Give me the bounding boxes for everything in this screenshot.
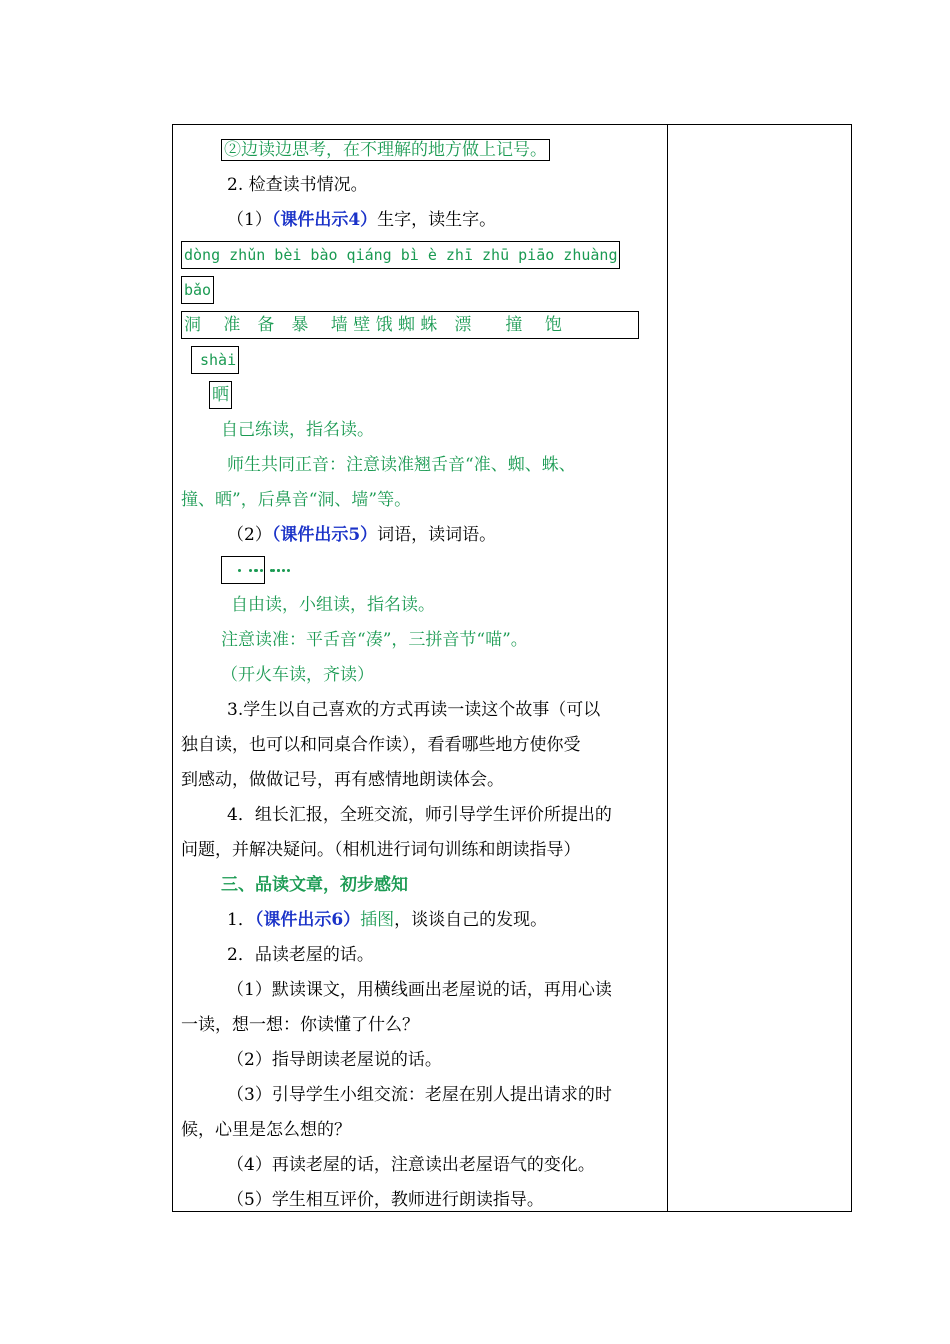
item-text: 生字，读生字。 — [377, 210, 497, 230]
characters-box: 晒 — [209, 381, 232, 409]
line-4: 自己练读，指名读。 — [221, 420, 374, 440]
line-10c: 到感动，做做记号，再有感情地朗读体会。 — [181, 770, 504, 790]
item-text: ，谈谈自己的发现。 — [394, 910, 548, 930]
line-hanzi-1 — [181, 308, 659, 343]
line-pinyin-3 — [181, 343, 659, 378]
line-7: 自由读，小组读，指名读。 — [231, 595, 435, 615]
line-8: 注意读准：平舌音“凑”，三拼音节“喵”。 — [221, 630, 528, 650]
line-3 — [181, 203, 659, 238]
line-16: （2）指导朗读老屋说的话。 — [227, 1050, 442, 1070]
lesson-table — [172, 124, 852, 1212]
line-5a: 师生共同正音：注意读准翘舌音“准、蜘、蛛、 — [227, 455, 576, 475]
line-11a: 4．组长汇报，全班交流，师引导学生评价所提出的 — [227, 805, 612, 825]
line-pinyin-2 — [181, 273, 659, 308]
line-19: （5）学生相互评价，教师进行朗读指导。 — [227, 1190, 544, 1210]
line-hanzi-2 — [181, 378, 659, 413]
line-15a: （1）默读课文，用横线画出老屋说的话，再用心读 — [227, 980, 612, 1000]
line-13 — [181, 903, 659, 938]
line-10b: 独自读，也可以和同桌合作读），看看哪些地方使你受 — [181, 735, 581, 755]
boxed-note: ②边读边思考，在不理解的地方做上记号。 — [221, 139, 550, 161]
line-14: 2．品读老屋的话。 — [227, 945, 374, 965]
line-words — [181, 553, 659, 588]
item-number: （2） — [227, 525, 272, 545]
line-15b: 一读，想一想：你读懂了什么？ — [181, 1015, 419, 1035]
item-number: 1． — [227, 910, 255, 930]
line-17a: （3）引导学生小组交流：老屋在别人提出请求的时 — [227, 1085, 612, 1105]
item-text: 词语，读词语。 — [377, 525, 497, 545]
lesson-content — [181, 133, 659, 1218]
line-9: （开火车读，齐读） — [221, 665, 374, 685]
line-11b: 问题，并解决疑问。（相机进行词句训练和朗读指导） — [181, 840, 581, 860]
line-17b: 候，心里是怎么想的？ — [181, 1120, 351, 1140]
line-pinyin-1 — [181, 238, 659, 273]
column-divider — [667, 125, 668, 1211]
illustration-label: 插图 — [360, 910, 395, 930]
pinyin-box: bǎo — [181, 276, 214, 304]
pinyin-box: dòng zhǔn bèi bào qiáng bì è zhī zhū piāo zhuàng — [181, 241, 620, 269]
line-5b: 撞、晒”，后鼻音“洞、墙”等。 — [181, 490, 412, 510]
line-2: 2. 检查读书情况。 — [227, 175, 368, 195]
courseware-label: （课件出示6） — [254, 910, 361, 930]
words-box — [221, 556, 265, 584]
item-number: （1） — [227, 210, 272, 230]
courseware-label: （课件出示4） — [271, 210, 378, 230]
line-10a: 3.学生以自己喜欢的方式再读一读这个故事（可以 — [227, 700, 601, 720]
courseware-label: （课件出示5） — [271, 525, 378, 545]
line-6 — [181, 518, 659, 553]
line-18: （4）再读老屋的话，注意读出老屋语气的变化。 — [227, 1155, 595, 1175]
line-1 — [181, 133, 659, 168]
pinyin-box: shài — [191, 346, 239, 374]
section-heading: 三、品读文章，初步感知 — [221, 875, 408, 895]
characters-box: 洞 准 备 暴 墙 壁 饿 蜘 蛛 漂 撞 饱 — [181, 311, 639, 339]
